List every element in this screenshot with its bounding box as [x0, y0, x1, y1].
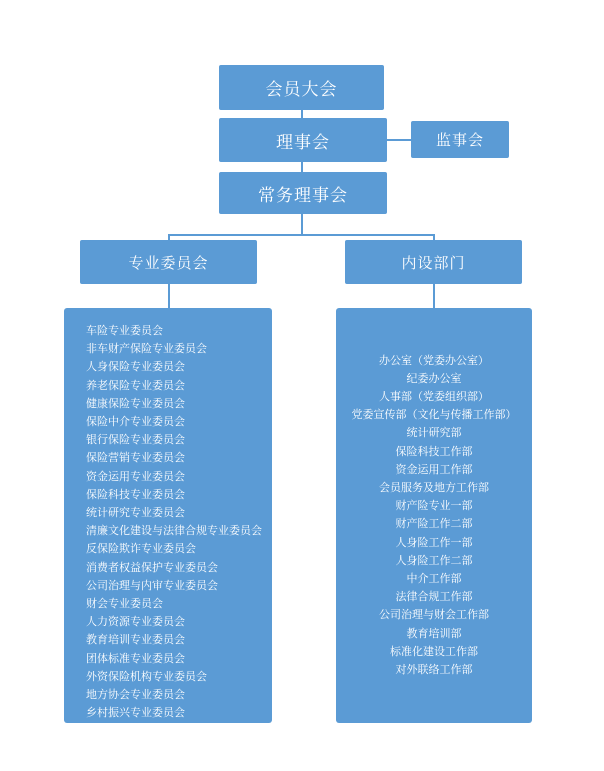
list-item[interactable]: 反保险欺诈专业委员会 [86, 543, 196, 556]
list-item[interactable]: 统计研究部 [406, 427, 462, 440]
internal-departments-list [336, 352, 532, 680]
node-professional-committees-label: 专业委员会 [128, 254, 209, 272]
list-item[interactable]: 消费者权益保护专业委员会 [86, 561, 218, 574]
node-supervisory-label: 监事会 [435, 132, 484, 149]
list-item[interactable]: 对外联络工作部 [395, 663, 473, 676]
list-item[interactable]: 乡村振兴专业委员会 [86, 707, 185, 720]
list-item[interactable]: 保险中介专业委员会 [86, 416, 185, 429]
list-item[interactable]: 人身险工作二部 [395, 554, 473, 567]
node-professional-committees[interactable] [80, 240, 257, 284]
list-item[interactable]: 教育培训专业委员会 [86, 634, 185, 647]
list-item[interactable]: 公司治理与财会工作部 [379, 609, 489, 622]
list-item[interactable]: 互联网保险专业委员会（筹） [86, 743, 229, 756]
connector-split-horizontal [168, 234, 434, 236]
panel-internal-departments [336, 308, 532, 723]
list-item[interactable]: 人身险工作一部 [395, 536, 473, 549]
list-item[interactable]: 财会专业委员会 [86, 598, 163, 611]
list-item[interactable]: 公司治理与内审专业委员会 [86, 579, 218, 592]
panel-professional-committees [64, 308, 272, 756]
list-item[interactable]: 资金运用工作部 [395, 463, 473, 476]
list-item[interactable]: 地方协会专业委员会 [86, 689, 185, 702]
node-assembly[interactable] [219, 65, 384, 110]
list-item[interactable]: 车险专业委员会 [86, 325, 163, 337]
node-supervisory[interactable] [411, 121, 509, 158]
list-item[interactable]: 保险科技工作部 [395, 445, 473, 458]
connector-internal-departments-to-panel [433, 284, 435, 308]
list-item[interactable]: 健康保险专业委员会 [86, 397, 185, 410]
list-item[interactable]: 养老保险专业委员会 [86, 379, 185, 392]
list-item[interactable]: 清廉文化建设与法律合规专业委员会 [86, 525, 262, 538]
node-assembly-label: 会员大会 [265, 80, 338, 99]
list-item[interactable]: 教育培训部 [406, 627, 462, 640]
list-item[interactable]: 办公室（党委办公室） [379, 354, 489, 367]
connector-professional-committees-to-panel [168, 284, 170, 308]
node-standing-council[interactable] [219, 172, 387, 214]
professional-committees-list [64, 322, 272, 759]
list-item[interactable]: 人身保险专业委员会 [86, 361, 185, 374]
list-item[interactable]: 声誉风险管理专业委员会 [86, 725, 207, 738]
list-item[interactable]: 外资保险机构专业委员会 [86, 670, 207, 683]
node-standing-council-label: 常务理事会 [258, 185, 348, 205]
list-item[interactable]: 人力资源专业委员会 [86, 616, 185, 629]
list-item[interactable]: 标准化建设工作部 [390, 645, 478, 658]
connector-standing-down [301, 214, 303, 234]
list-item[interactable]: 银行保险专业委员会 [86, 434, 185, 447]
list-item[interactable]: 党委宣传部（文化与传播工作部） [351, 409, 517, 422]
node-council[interactable] [219, 118, 387, 162]
list-item[interactable]: 中介工作部 [406, 572, 462, 585]
list-item[interactable]: 人事部（党委组织部） [379, 390, 489, 403]
list-item[interactable]: 会员服务及地方工作部 [379, 481, 489, 494]
list-item[interactable]: 纪委办公室 [406, 372, 462, 385]
node-internal-departments[interactable] [345, 240, 522, 284]
list-item[interactable]: 保险科技专业委员会 [86, 488, 185, 501]
list-item[interactable]: 资金运用专业委员会 [86, 470, 185, 483]
list-item[interactable]: 统计研究专业委员会 [86, 507, 185, 520]
list-item[interactable]: 非车财产保险专业委员会 [86, 343, 207, 356]
list-item[interactable]: 团体标准专业委员会 [86, 652, 185, 665]
node-council-label: 理事会 [276, 132, 330, 152]
list-item[interactable]: 财产险工作二部 [395, 518, 473, 531]
list-item[interactable]: 财产险专业一部 [395, 500, 473, 513]
node-internal-departments-label: 内设部门 [401, 254, 466, 272]
connector-council-to-supervisory [387, 139, 411, 141]
list-item[interactable]: 保险营销专业委员会 [86, 452, 185, 465]
list-item[interactable]: 法律合规工作部 [395, 591, 473, 604]
